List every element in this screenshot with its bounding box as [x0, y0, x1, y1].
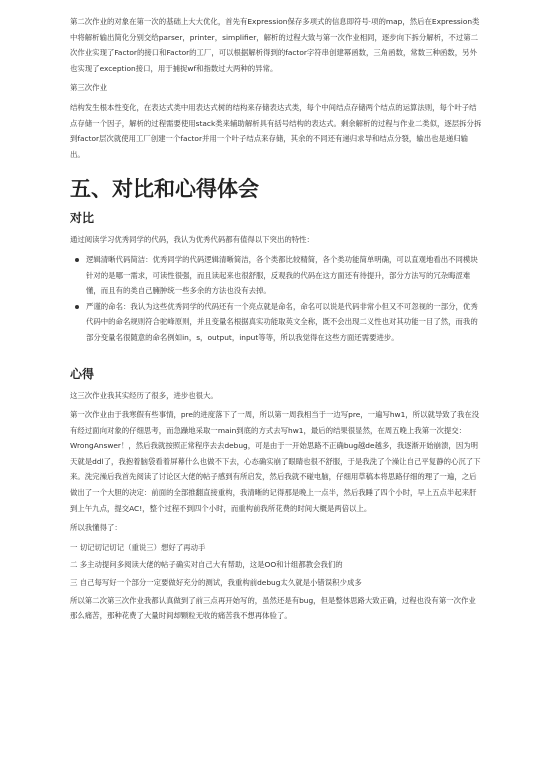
lesson-1: 一 切记切记切记（重说三）想好了再动手 [70, 542, 206, 552]
section-heading-comparison-insights: 五、对比和心得体会 [70, 177, 259, 202]
document-content [70, 14, 482, 628]
list-item [70, 299, 482, 346]
paragraph-hw1-experience: 第一次作业由于我寒假有些事情，pre的进度落下了一周，所以第一周我相当于一边写pre，一遍写hw1，所以就导致了我在没有经过面向对象的仔细思考，而急躁地采取一main到底的方式去写hw1，最后的结果很显然，在周五晚上我第一次提交：WrongAnswer！，然后我就按照正常程序去去debug，可是由于一开始思路不正确bug越de越多，我逐渐开始崩溃，因为明天就是ddl了，我抱着脑袋看着屏幕什么也做不下去，心态确实崩了眼睛也很不舒服，于是我洗了个澡让自己平复静的心沉了下来。洗完澡后我首先阅读了讨论区大佬的帖子感到有所启发，然后我就不碰电脑，仔细用草稿本将思路仔细的理了一遍，之后做出了一个大胆的决定：前面的全部推翻直接重构，我清晰的记得那是晚上一点半，然后我睡了四个小时，早上五点半起来肝到上午九点，提交AC!，整个过程不到四个小时，而重构前我所花费的时间大概是两倍以上。 [70, 410, 481, 513]
paragraph-conclusion: 所以第二次第三次作业我都认真做到了前三点再开始写的，虽然还是有bug，但是整体思路大致正确，过程也没有第一次作业那么痛苦，那种花费了大量时间却颗粒无收的痛苦我不想再体验了。 [70, 595, 476, 621]
hw3-label: 第三次作业 [70, 83, 107, 93]
list-item-text: 严谨的命名：我认为这些优秀同学的代码还有一个亮点就是命名，命名可以说是代码非常小但又不可忽视的一部分，优秀代码中的命名规则符合驼峰原则，并且变量名根据真实功能取英文全称，既不会出现二义性也对其功能一目了然，而我的部分变量名很随意的命名例如in，s，output，input等等，所以我觉得在这些方面还需要进步。 [86, 301, 478, 342]
paragraph-insights-intro: 这三次作业我其实经历了很多，进步也很大。 [70, 390, 218, 400]
subheading-insights: 心得 [70, 366, 95, 381]
paragraph-hw2-description: 第二次作业的对象在第一次的基础上大大优化，首先有Expression保存多项式的信息即符号·项的map，然后在Expression类中将解析输出简化分别交给parser，printer，simplifier，解析的过程大致与第一次作业相同，逐步向下拆分解析，不过第二次作业实现了Factor的接口和Factor的工厂，可以根据解析得到的factor字符串创建幂函数，三角函数，常数三种函数，另外也实现了exception接口，用于捕捉wf和指数过大两种的异常。 [70, 17, 480, 73]
comparison-list [70, 252, 482, 346]
bullet-icon [75, 305, 79, 309]
lesson-3: 三 自己每写好一个部分一定要做好充分的测试，我重构前debug太久就是小错误积少成多 [70, 578, 362, 588]
paragraph-lessons-intro: 所以我懂得了： [70, 523, 122, 533]
subheading-comparison: 对比 [70, 211, 95, 226]
list-item [70, 252, 482, 299]
paragraph-hw3-description: 结构发生根本性变化，在表达式类中用表达式树的结构来存储表达式类，每个中间结点存储两个结点的运算法则，每个叶子结点存储一个因子，解析的过程需要使用stack类来辅助解析具有括号结构的表达式。剩余解析的过程与作业二类似，逐层拆分拆到factor层次就使用工厂创建一个factor并用一个叶子结点来存储，其余的不同还有递归求导和结点分裂，输出也是递归输出。 [70, 102, 482, 159]
paragraph-comparison-intro: 通过阅读学习优秀同学的代码，我认为优秀代码都有值得以下突出的特性： [70, 235, 314, 245]
bullet-icon [75, 258, 79, 262]
list-item-text: 逻辑清晰代码简洁：优秀同学的代码逻辑清晰简洁，各个类都比较精简，各个类功能简单明确，可以直观地看出不同模块针对的是哪一需求，可读性很强，而且读起来也很舒服，反观我的代码在这方面还有待提升，部分方法写的冗杂晦涩难懂，而且有的类自己臃肿统一些多余的方法也没有去掉。 [86, 254, 478, 296]
lesson-2: 二 多主动提问多阅读大佬的帖子确实对自己大有帮助，这是OO和计组都教会我们的 [70, 560, 343, 570]
